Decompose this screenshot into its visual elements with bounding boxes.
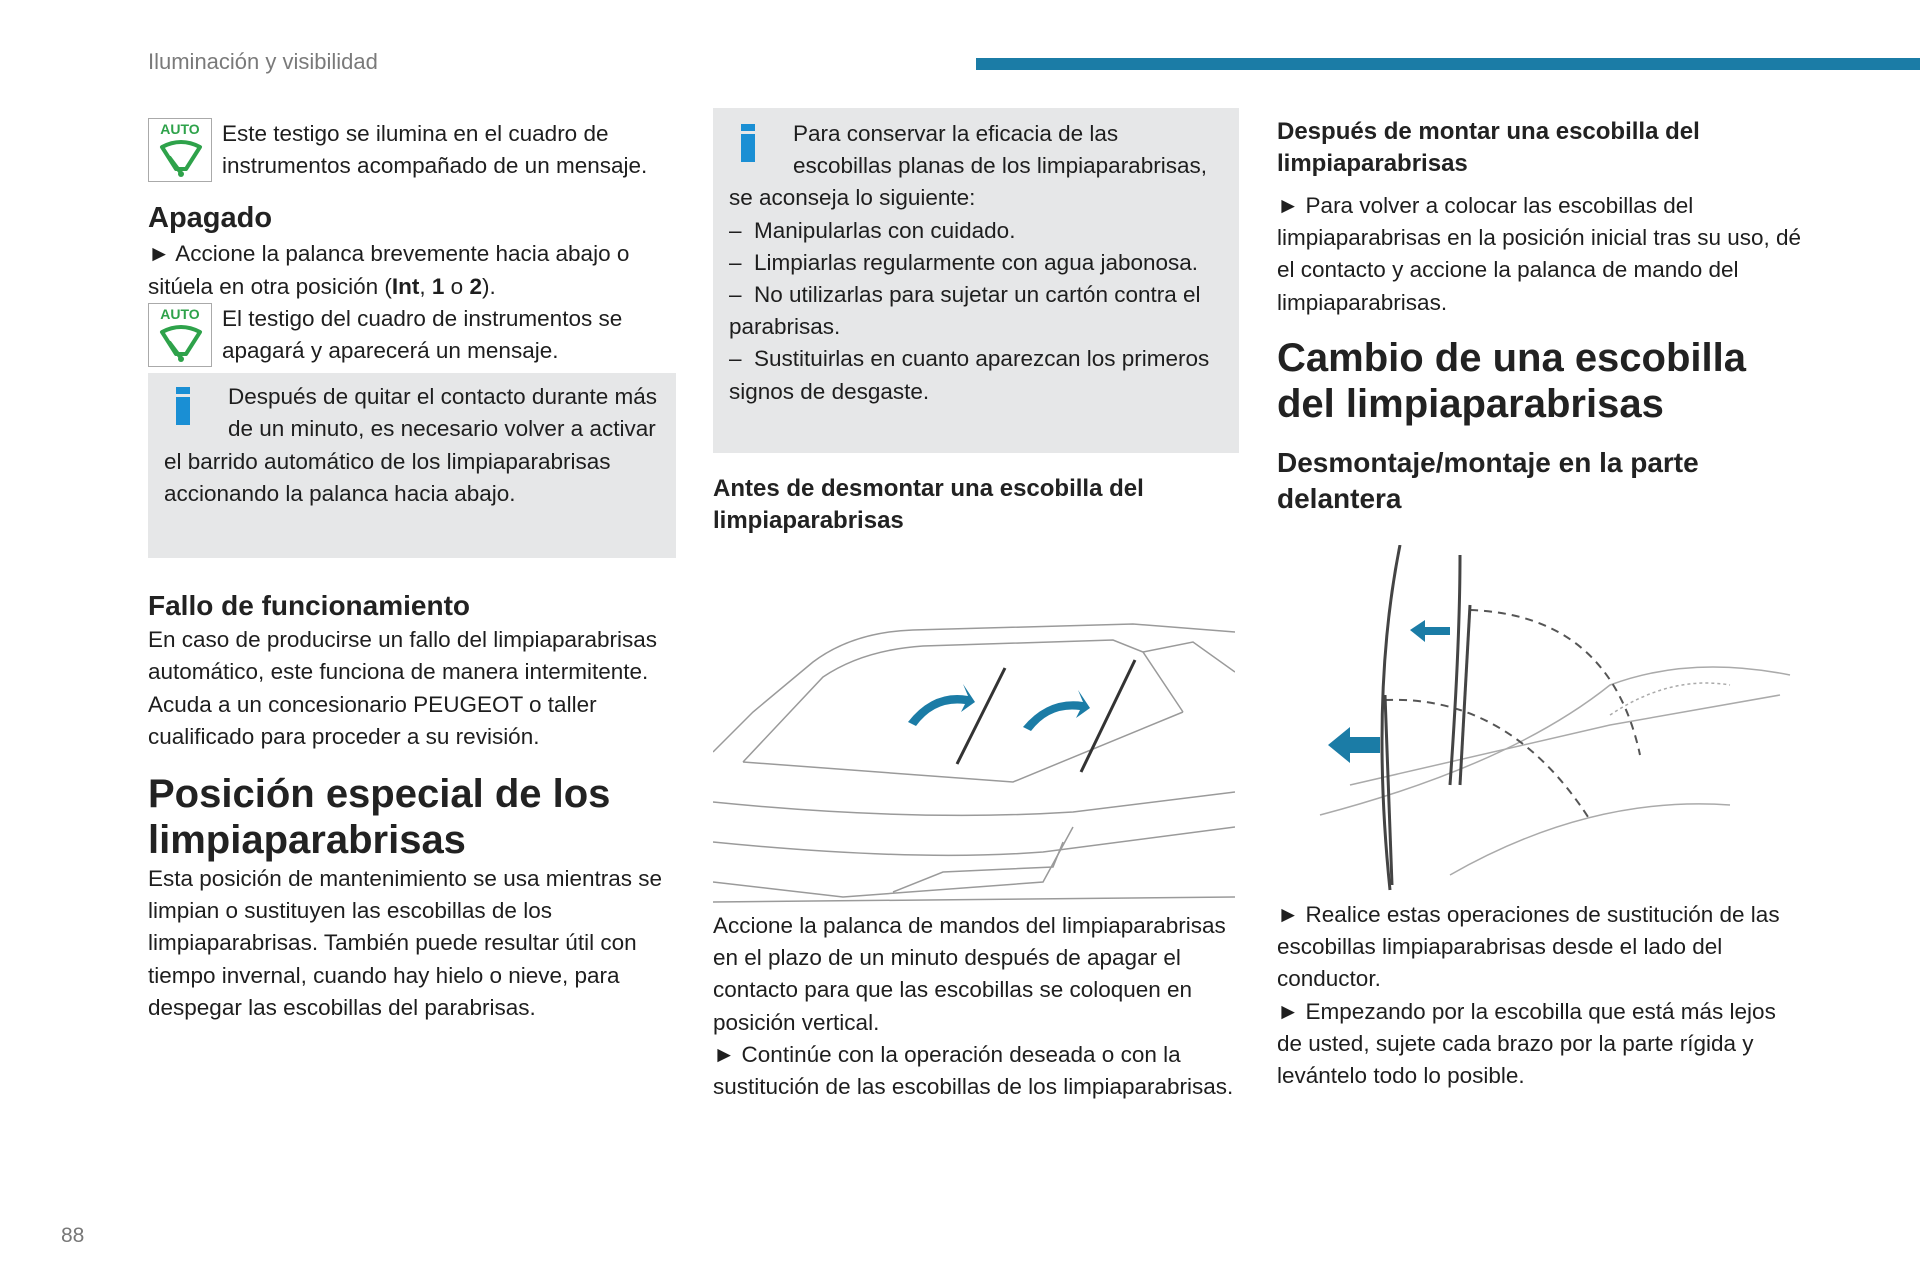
column-1 [148, 118, 676, 1024]
bullet-icon: ► [148, 241, 171, 267]
bullet-icon: ► [1277, 998, 1300, 1024]
intro-text: Este testigo se ilumina en el cuadro de instrumentos acompañado de un mensaje. [222, 121, 648, 179]
care-item: – Sustituirlas en cuanto aparezcan los primeros signos de desgaste. [729, 346, 1210, 404]
despues-heading: Después de montar una escobilla del limpiaparabrisas [1277, 118, 1700, 177]
section-title: Iluminación y visibilidad [148, 49, 378, 74]
bullet-icon: ► [1277, 193, 1300, 218]
fallo-heading: Fallo de funcionamiento [148, 590, 471, 622]
auto-wiper-warning-icon: AUTO [148, 118, 212, 182]
desmontaje-heading: Desmontaje/montaje en la parte delantera [1277, 446, 1699, 514]
posicion-heading: Posición especial de los limpiaparabrisas [148, 772, 611, 863]
care-item: – Manipularlas con cuidado. [729, 217, 1016, 243]
column-2-lower [713, 910, 1239, 1103]
antes-step: ► Continúe con la operación deseada o con la sustitución de las escobillas de los limpiaparabrisas. [713, 1041, 1234, 1100]
antes-text: Accione la palanca de mandos del limpiaparabrisas en el plazo de un minuto después de apagar el contacto para que las escobillas se coloquen en posición vertical. [713, 913, 1226, 1035]
posicion-text: Esta posición de mantenimiento se usa mientras se limpian o sustituyen las escobillas de los limpiaparabrisas. También puede resultar útil con tiempo invernal, cuando hay hielo o nieve, para despegar las escobillas del parabrisas. [148, 866, 663, 1020]
windscreen-wipers-illustration [713, 612, 1235, 904]
info-note-text: Después de quitar el contacto durante más de un minuto, es necesario volver a activar el barrido automático de los limpiaparabrisas accionando la palanca hacia abajo. [164, 384, 658, 506]
apagado-heading: Apagado [148, 202, 273, 235]
step-2: ► Empezando por la escobilla que está más lejos de usted, sujete cada brazo por la parte rígida y levántelo todo lo posible. [1277, 998, 1776, 1089]
despues-step: ► Para volver a colocar las escobillas del limpiaparabrisas en la posición inicial tras su uso, dé el contacto y accione la palanca de mando del limpiaparabrisas. [1277, 193, 1802, 315]
section-accent-bar [976, 58, 1920, 70]
column-3-lower [1277, 899, 1807, 1092]
cambio-heading: Cambio de una escobilla del limpiaparabrisas [1277, 335, 1747, 426]
fallo-text-1: En caso de producirse un fallo del limpiaparabrisas automático, este funciona de manera intermitente. [148, 627, 658, 685]
antes-heading: Antes de desmontar una escobilla del limpiaparabrisas [713, 475, 1144, 534]
care-note [713, 108, 1239, 453]
info-icon [176, 387, 190, 425]
info-note [148, 373, 676, 558]
column-3 [1277, 116, 1807, 517]
care-note-intro: Para conservar la eficacia de las escobillas planas de los limpiaparabrisas, se aconseja lo siguiente: [729, 121, 1207, 211]
wiper-removal-illustration [1310, 545, 1800, 895]
page-number: 88 [61, 1224, 85, 1247]
apagado-step: ► Accione la palanca brevemente hacia abajo o sitúela en otra posición (Int, 1 o 2). [148, 241, 630, 299]
apagado-icon-text: El testigo del cuadro de instrumentos se apagará y aparecerá un mensaje. [222, 305, 623, 364]
fallo-text-2: Acuda a un concesionario PEUGEOT o taller cualificado para proceder a su revisión. [148, 691, 597, 749]
care-item: – No utilizarlas para sujetar un cartón contra el parabrisas. [729, 282, 1201, 340]
auto-wiper-warning-icon: AUTO [148, 303, 212, 367]
step-1: ► Realice estas operaciones de sustitución de las escobillas limpiaparabrisas desde el lado del conductor. [1277, 902, 1780, 992]
info-icon [741, 124, 755, 162]
bullet-icon: ► [1277, 902, 1300, 927]
auto-wiper-intro [148, 118, 676, 182]
column-2 [713, 108, 1239, 537]
apagado-icon-row [148, 303, 676, 367]
care-item: – Limpiarlas regularmente con agua jabonosa. [729, 249, 1199, 275]
bullet-icon: ► [713, 1041, 736, 1067]
